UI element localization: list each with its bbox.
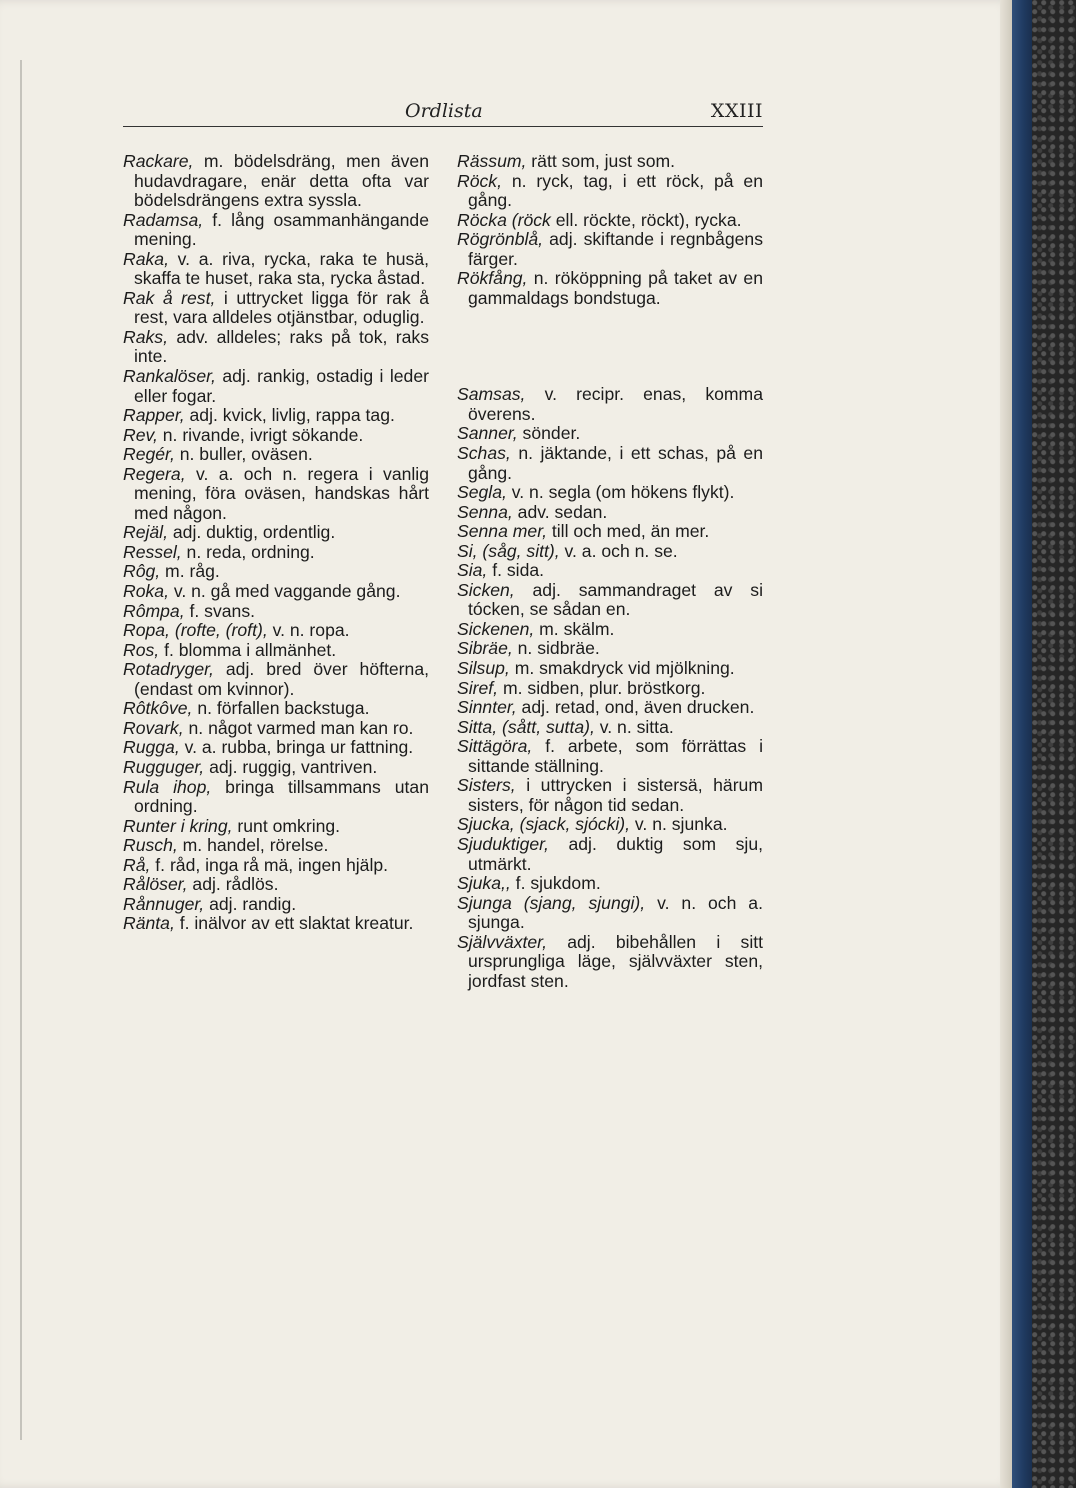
entry-headword: Regera,: [123, 463, 186, 484]
entry-headword: Sinnter,: [457, 697, 517, 718]
entry-definition: adj. sammandraget av si tócken, se sådan en.: [468, 579, 763, 620]
entry-headword: Schas,: [457, 443, 511, 464]
background-cloth: [1032, 0, 1076, 1488]
entry-definition: f. sida.: [487, 560, 545, 581]
entry-headword: Raka,: [123, 248, 169, 269]
dictionary-entry: [123, 621, 429, 641]
dictionary-entry: [123, 738, 429, 758]
dictionary-entry: [457, 659, 763, 679]
entry-definition: f. arbete, som förrättas i sittande ställning.: [468, 736, 763, 776]
entry-definition: f. råd, inga rå mä, ingen hjälp.: [150, 854, 389, 875]
entry-headword: Röck,: [457, 170, 502, 191]
entry-definition: adj. rankig, ostadig i leder eller fogar.: [134, 366, 429, 406]
entry-headword: Rotadryger,: [123, 659, 214, 680]
entry-definition: runt omkring.: [232, 815, 341, 836]
right-column-s-entries: [457, 385, 763, 991]
entry-headword: Rackare,: [123, 151, 194, 171]
entry-definition: adv. sedan.: [512, 501, 608, 522]
dictionary-entry: [457, 835, 763, 874]
dictionary-entry: [457, 424, 763, 444]
entry-headword: Runter i kring,: [123, 815, 233, 836]
entry-definition: ell. röckte, röckt), rycka.: [550, 209, 742, 230]
entry-headword: Si, (såg, sitt),: [457, 540, 560, 561]
dictionary-entry: [457, 776, 763, 815]
entry-definition: v. n. ropa.: [267, 620, 350, 641]
dictionary-entry: [457, 679, 763, 699]
right-column-r-entries: [457, 152, 763, 308]
dictionary-entry: [123, 895, 429, 915]
dictionary-entry: [457, 561, 763, 581]
entry-definition: i uttrycket ligga för rak å rest, vara alldeles otjänstbar, oduglig.: [134, 287, 429, 328]
entry-definition: adj. bred över höfterna, (endast om kvinnor).: [134, 659, 429, 699]
entry-headword: Sjucka, (sjack, sjócki),: [457, 814, 631, 835]
dictionary-entry: [457, 874, 763, 894]
dictionary-entry: [123, 875, 429, 895]
entry-definition: n. sidbräe.: [512, 638, 600, 659]
dictionary-entry: [457, 152, 763, 172]
dictionary-entry: [123, 817, 429, 837]
dictionary-entry: [123, 211, 429, 250]
entry-definition: adj. duktig, ordentlig.: [167, 522, 336, 543]
dictionary-entry: [457, 172, 763, 211]
entry-definition: f. svans.: [184, 600, 256, 621]
entry-definition: i uttrycken i sistersä, härum sisters, för någon tid sedan.: [468, 775, 763, 815]
entry-headword: Rå,: [123, 854, 151, 875]
dictionary-entry: [457, 230, 763, 269]
entry-headword: Rugguger,: [123, 756, 205, 777]
entry-headword: Silsup,: [457, 658, 510, 679]
dictionary-entry: [457, 542, 763, 562]
page-edge: [1000, 0, 1012, 1488]
right-column: [457, 152, 763, 991]
entry-definition: adj. skiftande i regnbågens färger.: [468, 229, 763, 269]
page-number: XXIII: [710, 100, 763, 122]
entry-headword: Rankalöser,: [123, 366, 216, 387]
entry-headword: Rusch,: [123, 835, 178, 856]
entry-definition: m. smakdryck vid mjölkning.: [509, 658, 735, 679]
dictionary-entry: [457, 522, 763, 542]
running-title: Ordlista: [405, 100, 483, 122]
entry-headword: Senna mer,: [457, 521, 547, 542]
dictionary-entry: [457, 269, 763, 308]
entry-definition: f. inälvor av ett slaktat kreatur.: [174, 913, 414, 934]
dictionary-entry: [123, 719, 429, 739]
dictionary-entry: [457, 503, 763, 523]
entry-definition: m. råg.: [160, 561, 220, 582]
entry-headword: Sia,: [457, 560, 488, 581]
dictionary-entry: [123, 406, 429, 426]
book-cover-edge: [1012, 0, 1032, 1488]
dictionary-entry: [123, 699, 429, 719]
entry-definition: adj. randig.: [204, 893, 297, 914]
entry-definition: v. a. och n. regera i vanlig mening, föra oväsen, handskas hårt med någon.: [134, 463, 429, 523]
entry-definition: m. skälm.: [534, 618, 615, 639]
dictionary-entry: [123, 562, 429, 582]
dictionary-entry: [457, 894, 763, 933]
entry-definition: v. a. rubba, bringa ur fattning.: [179, 737, 414, 758]
entry-definition: n. förfallen backstuga.: [192, 698, 370, 719]
entry-definition: adj. retad, ond, även drucken.: [516, 697, 755, 718]
entry-definition: m. sidben, plur. bröstkorg.: [498, 677, 706, 698]
dictionary-entry: [457, 737, 763, 776]
dictionary-entry: [457, 639, 763, 659]
entry-headword: Ressel,: [123, 541, 182, 562]
dictionary-entry: [457, 211, 763, 231]
entry-headword: Sjunga (sjang, sjungi),: [457, 892, 646, 913]
entry-headword: Samsas,: [457, 384, 526, 405]
entry-headword: Roka,: [123, 581, 169, 602]
entry-definition: adj. ruggig, vantriven.: [204, 756, 378, 777]
entry-definition: v. n. sitta.: [594, 716, 674, 737]
dictionary-entry: [457, 933, 763, 992]
entry-definition: v. n. gå med vaggande gång.: [168, 581, 401, 602]
entry-headword: Sibräe,: [457, 638, 513, 659]
entry-definition: v. a. riva, rycka, raka te husä, skaffa te huset, raka sta, rycka åstad.: [134, 248, 429, 289]
dictionary-entry: [457, 385, 763, 424]
entry-definition: n. rököppning på taket av en gammaldags bondstuga.: [468, 268, 763, 308]
entry-headword: Sjuka,,: [457, 873, 511, 894]
entry-headword: Rôg,: [123, 561, 161, 582]
dictionary-entry: [457, 815, 763, 835]
entry-definition: m. bödelsdräng, men även hudavdragare, enär detta ofta var bödelsdrängens extra syssla.: [134, 151, 429, 211]
entry-headword: Ros,: [123, 639, 160, 660]
entry-definition: n. något varmed man kan ro.: [183, 717, 414, 738]
entry-definition: f. sjukdom.: [510, 873, 601, 894]
entry-definition: adj. rådlös.: [187, 874, 279, 895]
entry-headword: Siref,: [457, 677, 499, 698]
entry-definition: rätt som, just som.: [526, 151, 676, 171]
dictionary-entry: [123, 289, 429, 328]
entry-headword: Regér,: [123, 444, 175, 465]
dictionary-entry: [123, 328, 429, 367]
dictionary-entry: [123, 152, 429, 211]
dictionary-entry: [123, 465, 429, 524]
dictionary-entry: [123, 543, 429, 563]
entry-definition: n. buller, oväsen.: [174, 444, 313, 465]
entry-headword: Rak å rest,: [123, 287, 216, 308]
entry-headword: Rômpa,: [123, 600, 185, 621]
entry-definition: till och med, än mer.: [546, 521, 710, 542]
entry-headword: Självväxter,: [457, 931, 547, 952]
dictionary-entry: [123, 250, 429, 289]
entry-headword: Radamsa,: [123, 209, 204, 230]
entry-definition: adv. alldeles; raks på tok, raks inte.: [134, 326, 429, 367]
entry-headword: Sjuduktiger,: [457, 833, 549, 854]
entry-definition: n. reda, ordning.: [181, 541, 315, 562]
entry-headword: Senna,: [457, 501, 513, 522]
entry-headword: Sanner,: [457, 423, 518, 444]
entry-definition: v. a. och n. se.: [559, 540, 678, 561]
dictionary-entry: [123, 856, 429, 876]
dictionary-entry: [123, 582, 429, 602]
entry-definition: n. rivande, ivrigt sökande.: [157, 424, 364, 445]
entry-definition: m. handel, rörelse.: [177, 835, 329, 856]
left-column: [123, 152, 429, 934]
entry-definition: adj. kvick, livlig, rappa tag.: [184, 405, 395, 426]
entry-headword: Ränta,: [123, 913, 175, 934]
entry-definition: v. n. segla (om hökens flykt).: [506, 482, 735, 503]
dictionary-entry: [123, 445, 429, 465]
entry-definition: adj. bibehållen i sitt ursprungliga läge, självväxter sten, jordfast sten.: [468, 931, 763, 991]
entry-definition: f. blomma i allmänhet.: [159, 639, 337, 660]
entry-headword: Sicken,: [457, 579, 515, 600]
dictionary-entry: [123, 602, 429, 622]
entry-definition: f. lång osammanhängande mening.: [134, 209, 429, 250]
dictionary-entry: [123, 758, 429, 778]
dictionary-entry: [123, 523, 429, 543]
page-header: [123, 96, 763, 127]
dictionary-entry: [123, 914, 429, 934]
entry-headword: Sickenen,: [457, 618, 535, 639]
dictionary-entry: [457, 698, 763, 718]
dictionary-entry: [123, 367, 429, 406]
dictionary-entry: [123, 778, 429, 817]
entry-headword: Rålöser,: [123, 874, 188, 895]
entry-headword: Rapper,: [123, 405, 185, 426]
entry-headword: Segla,: [457, 482, 507, 503]
entry-headword: Rejäl,: [123, 522, 168, 543]
entry-headword: Raks,: [123, 326, 168, 347]
dictionary-entry: [457, 620, 763, 640]
entry-headword: Rula ihop,: [123, 776, 212, 797]
entry-headword: Rökfång,: [457, 268, 528, 289]
entry-headword: Rôtkôve,: [123, 698, 193, 719]
gutter-shadow: [20, 60, 22, 1440]
entry-definition: n. ryck, tag, i ett röck, på en gång.: [468, 170, 763, 211]
dictionary-entry: [457, 581, 763, 620]
entry-headword: Sittägöra,: [457, 736, 533, 757]
dictionary-entry: [457, 483, 763, 503]
dictionary-entry: [457, 718, 763, 738]
entry-headword: Sisters,: [457, 775, 516, 796]
entry-headword: Rånnuger,: [123, 893, 205, 914]
entry-headword: Röcka (röck: [457, 209, 551, 230]
entry-headword: Rovark,: [123, 717, 184, 738]
entry-definition: sönder.: [517, 423, 581, 444]
entry-definition: v. n. och a. sjunga.: [468, 892, 763, 933]
entry-headword: Rässum,: [457, 151, 527, 171]
entry-definition: v. n. sjunka.: [630, 814, 728, 835]
entry-headword: Rev,: [123, 424, 158, 445]
entry-headword: Rugga,: [123, 737, 180, 758]
entry-definition: v. recipr. enas, komma överens.: [468, 384, 763, 424]
dictionary-entry: [123, 641, 429, 661]
entry-headword: Ropa, (rofte, (roft),: [123, 620, 268, 641]
entry-headword: Sitta, (sått, sutta),: [457, 716, 595, 737]
entry-headword: Rögrönblå,: [457, 229, 544, 250]
letter-gap: [457, 308, 763, 385]
dictionary-entry: [123, 660, 429, 699]
dictionary-entry: [123, 836, 429, 856]
entry-definition: n. jäktande, i ett schas, på en gång.: [468, 443, 763, 483]
entry-definition: adj. duktig som sju, utmärkt.: [468, 833, 763, 874]
entry-definition: bringa tillsammans utan ordning.: [134, 776, 429, 817]
dictionary-entry: [457, 444, 763, 483]
dictionary-entry: [123, 426, 429, 446]
